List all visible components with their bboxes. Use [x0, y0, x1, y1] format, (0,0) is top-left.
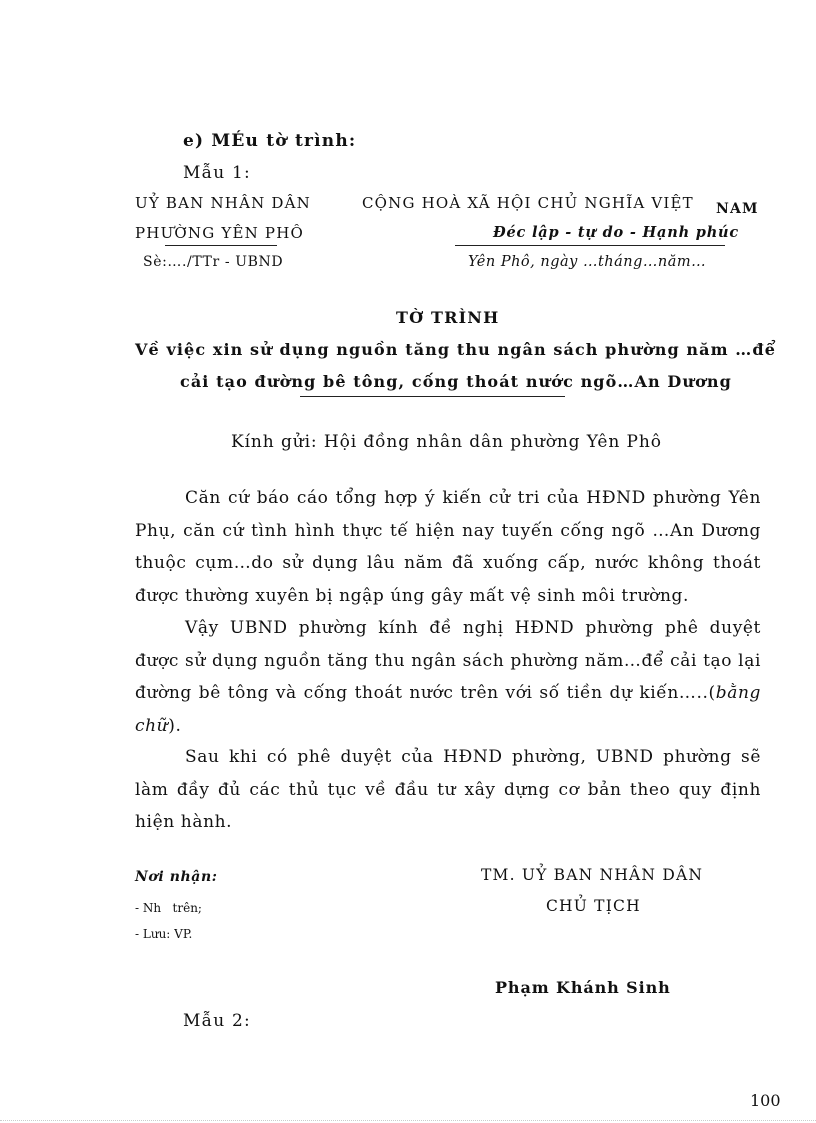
recipient-item-2: - Lưu: VP. — [135, 927, 193, 941]
national-title-tail: NAM — [716, 201, 759, 217]
national-title: CỘNG HOÀ XÃ HỘI CHỦ NGHĨA VIỆT — [362, 194, 694, 212]
paragraph-3-text: Sau khi có phê duyệt của HĐND phường, UBND phường sẽ làm đầy đủ các thủ tục về đầu tư xây dựng cơ bản theo quy định hiện hành. — [135, 747, 761, 832]
paragraph-2-end: ). — [168, 715, 182, 736]
document-number: Sè:…./TTr - UBND — [143, 254, 284, 270]
motto-underline — [455, 245, 725, 246]
paragraph-1-text: Căn cứ báo cáo tổng hợp ý kiến cử tri của HĐND phường Yên Phụ, căn cứ tình hình thực tế hiện nay tuyến cống ngõ …An Dương thuộc cụm…do sử dụng lâu năm đã xuống cấp, nước không thoát được thường xuyên bị ngập úng gây mất vệ sinh môi trường. — [135, 488, 761, 606]
footer-divider — [0, 1120, 816, 1121]
ward-name: PHƯỜNG YÊN PHÔ — [135, 224, 305, 242]
subject-line-2: cải tạo đường bê tông, cống thoát nước ngõ…An Dương — [180, 372, 732, 391]
subject-underline — [300, 396, 565, 397]
form-2-label: Mẫu 2: — [183, 1011, 251, 1031]
page-number: 100 — [750, 1091, 781, 1110]
place-date: Yên Phô, ngày …tháng…năm… — [468, 254, 707, 270]
recipient-line: Kính gửi: Hội đồng nhân dân phường Yên Phô — [231, 432, 662, 452]
section-heading: e) MÉu tờ trình: — [183, 131, 357, 151]
signature-position: CHỦ TỊCH — [546, 897, 641, 915]
form-1-label: Mẫu 1: — [183, 163, 251, 183]
paragraph-3 — [135, 741, 761, 839]
signature-title: TM. UỶ BAN NHÂN DÂN — [481, 866, 704, 884]
paragraph-2 — [135, 612, 761, 742]
paragraph-1 — [135, 482, 761, 612]
authority-name: UỶ BAN NHÂN DÂN — [135, 194, 311, 212]
recipients-heading: Nơi nhận: — [135, 869, 218, 885]
national-motto: Đéc lập - tự do - Hạnh phúc — [493, 224, 740, 241]
paragraph-2-italic: bằng chữ — [135, 683, 761, 736]
ward-name-underline — [165, 245, 277, 246]
paragraph-2-text: Vậy UBND phường kính đề nghị HĐND phường phê duyệt được sử dụng nguồn tăng thu ngân sách phường năm…để cải tạo lại đường bê tông và cống thoát nước trên với số tiền dự kiến…..( — [135, 618, 761, 703]
recipient-item-1: - Nh trên; — [135, 901, 202, 915]
subject-line-1: Về việc xin sử dụng nguồn tăng thu ngân sách phường năm …để — [135, 340, 776, 359]
document-title: TỜ TRÌNH — [396, 308, 500, 327]
signer-name: Phạm Khánh Sinh — [495, 978, 671, 997]
